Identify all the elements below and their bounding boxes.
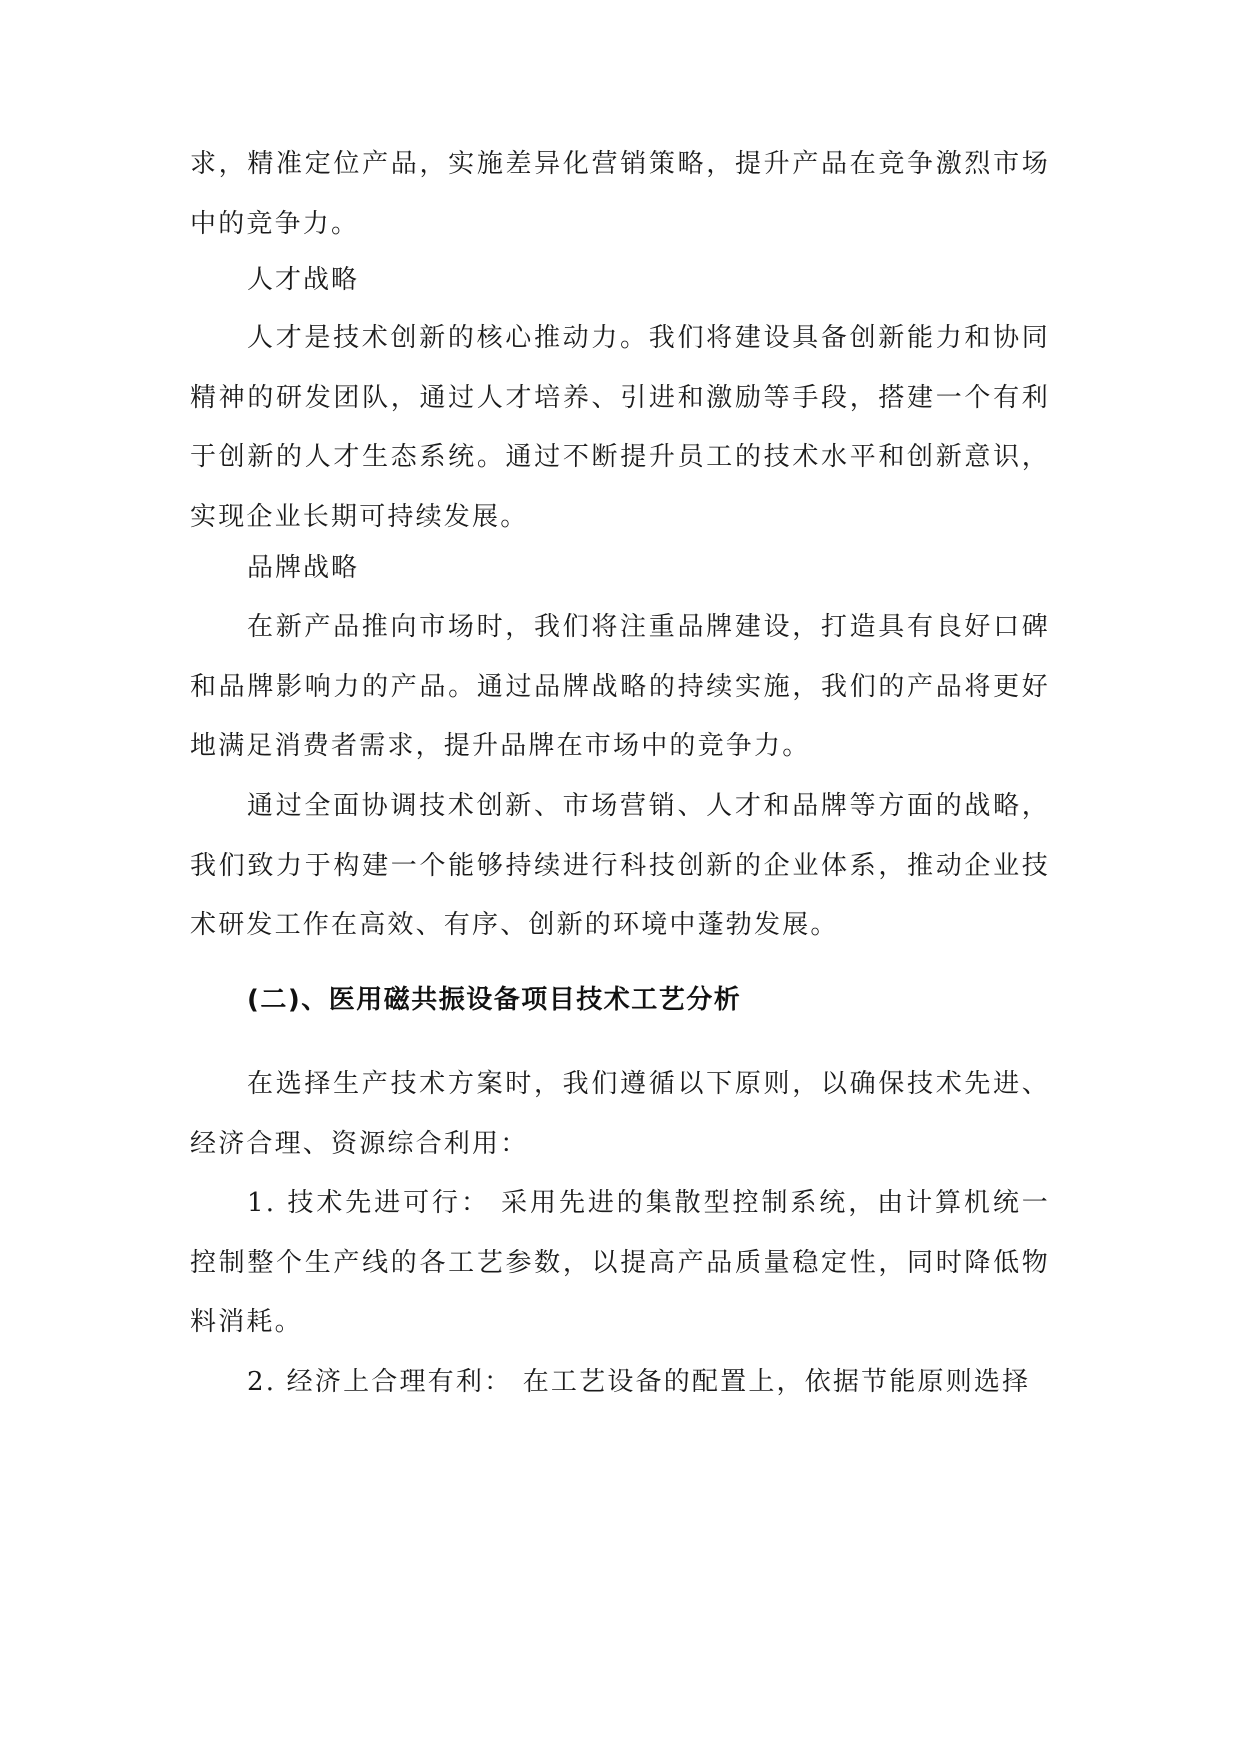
paragraph-principles: 在选择生产技术方案时，我们遵循以下原则，以确保技术先进、经济合理、资源综合利用： (190, 1069, 1050, 1159)
paragraph-summary: 通过全面协调技术创新、市场营销、人才和品牌等方面的战略，我们致力于构建一个能够持续进行科技创新的企业体系，推动企业技术研发工作在高效、有序、创新的环境中蓬勃发展。 (190, 791, 1050, 940)
paragraph-brand-strategy: 在新产品推向市场时，我们将注重品牌建设，打造具有良好口碑和品牌影响力的产品。通过品牌战略的持续实施，我们的产品将更好地满足消费者需求，提升品牌在市场中的竞争力。 (190, 612, 1050, 761)
list-item-2: 2. 经济上合理有利： 在工艺设备的配置上，依据节能原则选择 (247, 1367, 1031, 1397)
subheading-talent-strategy: 人才战略 (247, 265, 360, 295)
section-heading-tech-process: (二)、医用磁共振设备项目技术工艺分析 (247, 985, 742, 1015)
paragraph-talent-strategy: 人才是技术创新的核心推动力。我们将建设具备创新能力和协同精神的研发团队，通过人才培养、引进和激励等手段，搭建一个有利于创新的人才生态系统。通过不断提升员工的技术水平和创新意识，实现企业长期可持续发展。 (190, 323, 1050, 532)
subheading-brand-strategy: 品牌战略 (247, 553, 360, 583)
paragraph-market-continuation: 求，精准定位产品，实施差异化营销策略，提升产品在竞争激烈市场中的竞争力。 (190, 149, 1050, 239)
list-item-1: 1. 技术先进可行： 采用先进的集散型控制系统，由计算机统一控制整个生产线的各工艺参数，以提高产品质量稳定性，同时降低物料消耗。 (190, 1188, 1050, 1337)
